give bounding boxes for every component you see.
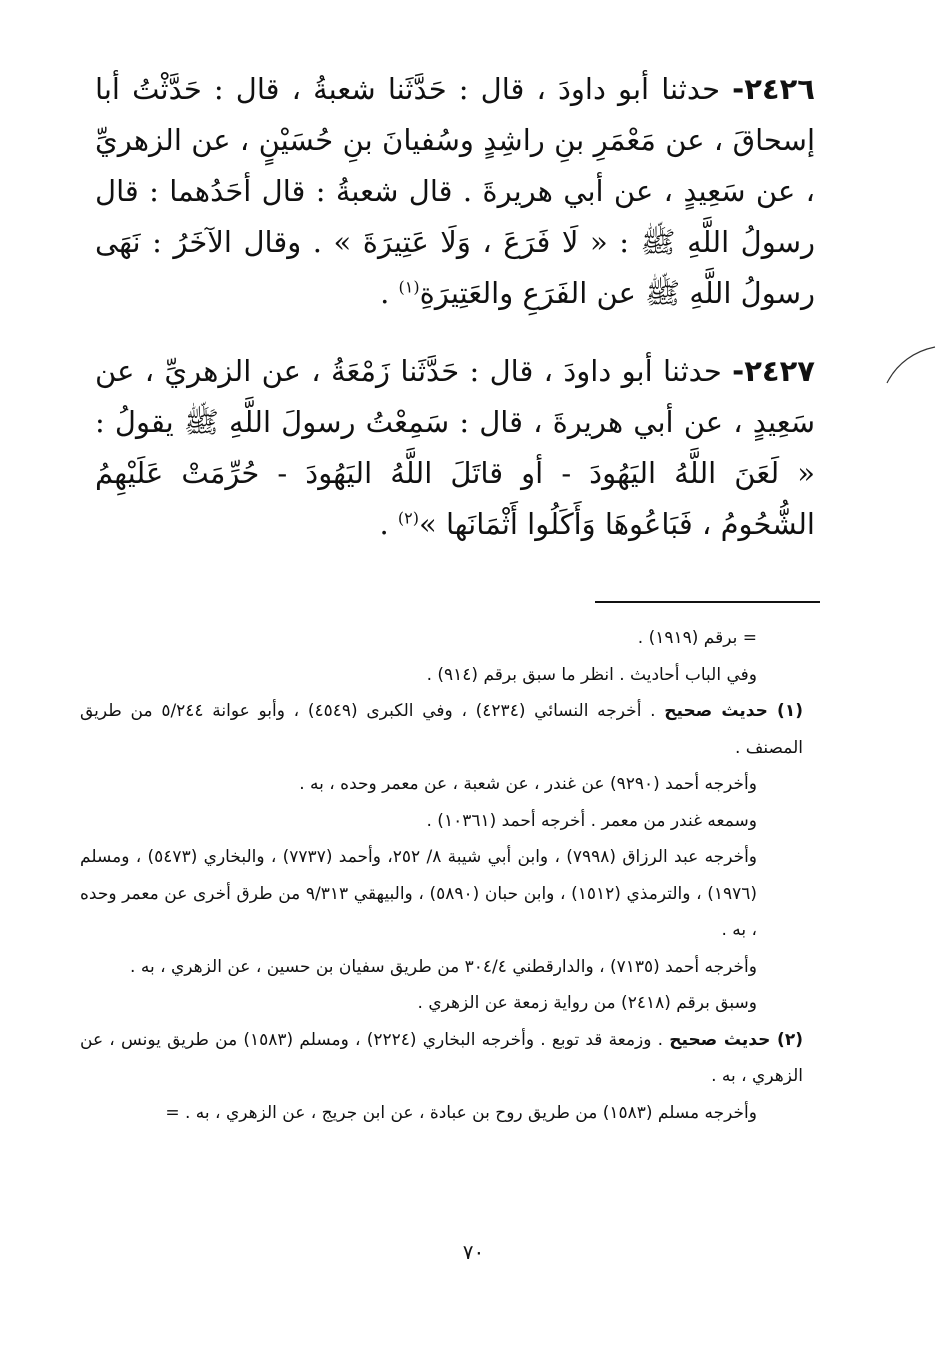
footnote-text: . وزمعة قد توبع . وأخرجه البخاري (٢٢٢٤) ، ومسلم (١٥٨٣) من طريق يونس ، عن الزهري ، به . — [80, 1029, 803, 1086]
footnote-text: . أخرجه النسائي (٤٢٣٤) ، وفي الكبرى (٤٥٤٩) ، وأبو عوانة ٥/٢٤٤ من طريق المصنف . — [80, 701, 803, 758]
footnote-text: = برقم (١٩١٩) . — [637, 628, 757, 648]
footnote-divider — [595, 601, 820, 603]
footnote-line — [80, 766, 803, 803]
footnote-ref: (٢) — [397, 508, 419, 528]
footnote-line — [80, 839, 803, 949]
hadith-2427 — [95, 346, 815, 550]
margin-mark — [885, 345, 937, 385]
footnote-line — [80, 985, 803, 1022]
hadith-text: حدثنا أبو داودَ ، قال : حَدَّثَنا شعبةُ ، قال : حَدَّثْتُ أبا إسحاقَ ، عن مَعْمَرِ بنِ راشِدٍ وسُفيانَ بنِ حُسَيْنٍ ، عن الزهريِّ ، عن سَعِيدٍ ، عن أبي هريرةَ . قال شعبةُ : قال أحَدُهما : قال رسولُ اللَّهِ ﷺ : « لَا فَرَعَ ، وَلَا عَتِيرَةَ » . وقال الآخَرُ : نَهَى رسولُ اللَّهِ ﷺ عن الفَرَعِ والعَتِيرَةِ — [95, 72, 815, 310]
footnote-line — [80, 1022, 803, 1095]
footnote-text: وسبق برقم (٢٤١٨) من رواية زمعة عن الزهري . — [417, 993, 757, 1013]
footnote-label: (١) حديث صحيح — [664, 701, 803, 721]
footnote-text: وأخرجه مسلم (١٥٨٣) من طريق روح بن عبادة ، عن ابن جريج ، عن الزهري ، به . = — [165, 1102, 757, 1123]
hadith-number: ٢٤٢٦- — [732, 72, 815, 106]
footnote-line — [80, 803, 803, 840]
footnotes — [80, 620, 803, 1131]
hadith-end: . — [379, 507, 398, 541]
footnote-label: (٢) حديث صحيح — [669, 1029, 803, 1050]
hadith-end: . — [380, 276, 399, 310]
footnote-line — [80, 620, 803, 657]
footnote-text: وأخرجه أحمد (٧١٣٥) ، والدارقطني ٣٠٤/٤ من طريق سفيان بن حسين ، عن الزهري ، به . — [130, 956, 757, 977]
footnote-line — [80, 1095, 803, 1132]
footnote-text: وسمعه غندر من معمر . أخرجه أحمد (١٠٣٦١) . — [426, 810, 757, 831]
hadith-text: حدثنا أبو داودَ ، قال : حَدَّثَنا زَمْعَةُ ، عن الزهريِّ ، عن سَعِيدٍ ، عن أبي هريرةَ ، قال : سَمِعْتُ رسولَ اللَّهِ ﷺ يقولُ : « لَعَنَ اللَّهُ اليَهُودَ - أو قاتَلَ اللَّهُ اليَهُودَ - حُرِّمَتْ عَلَيْهِمُ الشُّحُومُ ، فَبَاعُوهَا وَأَكَلُوا أَثْمَانَها » — [95, 354, 815, 541]
footnote-ref: (١) — [398, 277, 420, 297]
footnote-text: وفي الباب أحاديث . انظر ما سبق برقم (٩١٤) . — [426, 664, 757, 685]
hadith-number: ٢٤٢٧- — [732, 354, 815, 388]
footnote-line — [80, 949, 803, 986]
footnote-text: وأخرجه أحمد (٩٢٩٠) عن غندر ، عن شعبة ، عن معمر وحده ، به . — [299, 774, 757, 794]
footnote-line — [80, 657, 803, 694]
footnote-text: وأخرجه عبد الرزاق (٧٩٩٨) ، وابن أبي شيبة ٨/ ٢٥٢، وأحمد (٧٧٣٧) ، والبخاري (٥٤٧٣) ، ومسلم (١٩٧٦) ، والترمذي (١٥١٢) ، وابن حبان (٥٨٩٠) ، والبيهقي ٩/٣١٣ من طرق أخرى عن معمر وحده ، به . — [80, 847, 758, 940]
hadith-2426 — [95, 64, 815, 319]
footnote-line — [80, 693, 803, 766]
page-number: ٧٠ — [462, 1240, 485, 1264]
